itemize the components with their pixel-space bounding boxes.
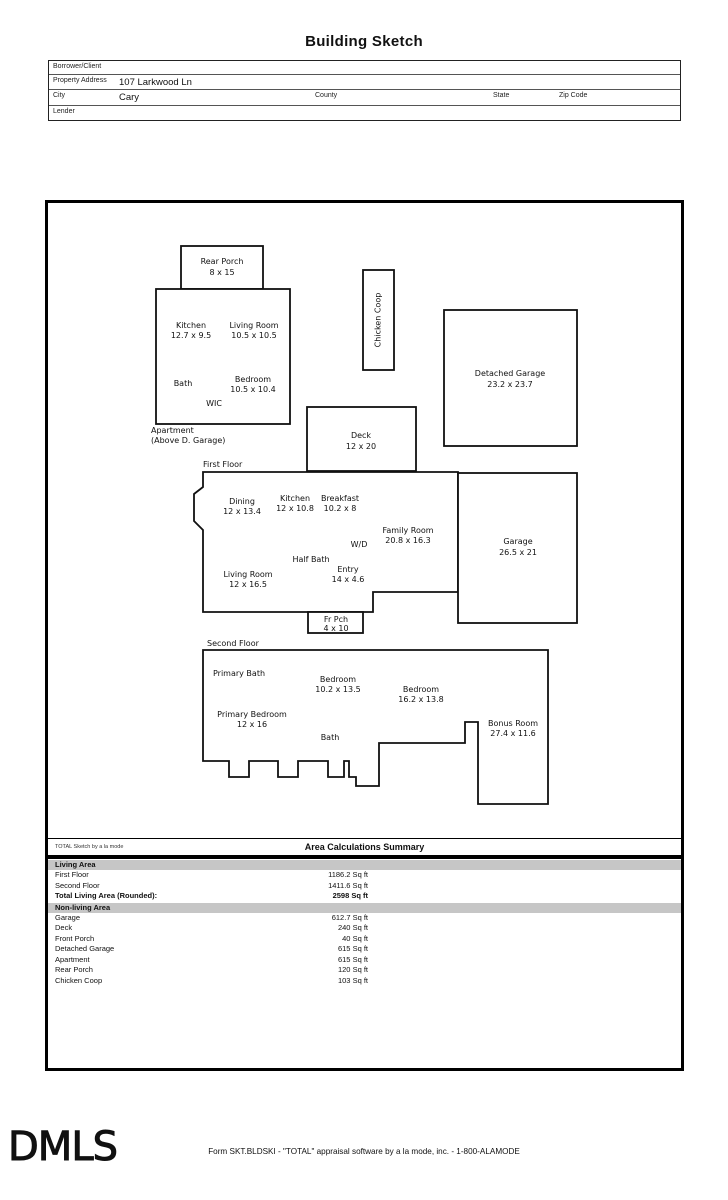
detached-garage-dims: 23.2 x 23.7 <box>487 380 533 389</box>
bath-2-label: Bath <box>320 733 340 742</box>
rear-porch-dims: 8 x 15 <box>209 268 235 277</box>
summary-row <box>48 934 681 945</box>
wd-label: W/D <box>350 540 368 549</box>
row-label: Deck <box>55 923 73 932</box>
family-room-dims: 20.8 x 16.3 <box>385 536 431 545</box>
front-porch-label: Fr Pch <box>323 615 349 624</box>
row-label: Front Porch <box>55 933 95 943</box>
summary-row <box>48 870 681 881</box>
dmls-logo-text: DMLS <box>8 1124 117 1170</box>
form-row-lender <box>49 105 680 120</box>
row-value: 615 Sq ft <box>337 944 368 953</box>
county-label: County <box>315 92 338 99</box>
bedroom-1-dims: 10.2 x 13.5 <box>315 685 361 694</box>
bonus-room-label: Bonus Room <box>487 719 539 728</box>
row-label: Apartment <box>55 954 90 964</box>
city-value: Cary <box>119 92 140 103</box>
header-form <box>48 60 681 121</box>
apt-kitchen-dims: 12.7 x 9.5 <box>170 331 212 340</box>
footer-form-line: Form SKT.BLDSKI - "TOTAL" appraisal software by a la mode, inc. - 1-800-ALAMODE <box>208 1146 520 1156</box>
second-floor-label: Second Floor <box>207 639 259 648</box>
form-row-borrower <box>49 61 680 74</box>
row-label: Total Living Area (Rounded): <box>55 891 158 900</box>
row-label: First Floor <box>55 870 89 879</box>
bedroom-2-dims: 16.2 x 13.8 <box>398 695 444 704</box>
row-value: 2598 Sq ft <box>332 891 368 900</box>
row-label: Rear Porch <box>55 965 93 974</box>
borrower-label: Borrower/Client <box>53 63 102 70</box>
summary-row <box>48 965 681 976</box>
summary-row <box>48 955 681 966</box>
property-address-label: Property Address <box>53 77 107 84</box>
page-title: Building Sketch <box>305 33 423 50</box>
garage-label: Garage <box>503 537 533 546</box>
summary-row <box>48 923 681 934</box>
dining-dims: 12 x 13.4 <box>223 507 261 516</box>
wic-label: WIC <box>206 399 222 408</box>
dining-label: Dining <box>229 497 255 506</box>
sketch-canvas <box>45 200 684 1071</box>
breakfast-dims: 10.2 x 8 <box>323 504 357 513</box>
entry-dims: 14 x 4.6 <box>331 575 365 584</box>
row-label: Second Floor <box>55 880 100 890</box>
chicken-coop-label: Chicken Coop <box>373 292 383 348</box>
apt-bedroom-label: Bedroom <box>234 375 272 384</box>
kitchen-label: Kitchen <box>279 494 311 503</box>
bedroom-1-label: Bedroom <box>319 675 357 684</box>
family-room-label: Family Room <box>382 526 434 535</box>
summary-title: Area Calculations Summary <box>304 842 425 852</box>
living-area-band: Living Area <box>48 860 681 870</box>
front-porch-dims: 4 x 10 <box>323 624 349 633</box>
apartment-outline <box>156 289 290 424</box>
deck-dims: 12 x 20 <box>345 442 377 451</box>
summary-row <box>48 944 681 955</box>
breakfast-label: Breakfast <box>320 494 360 503</box>
first-floor-label: First Floor <box>203 460 243 469</box>
half-bath-label: Half Bath <box>292 555 330 564</box>
apt-bath-label: Bath <box>173 379 193 388</box>
summary-row <box>48 976 681 987</box>
row-label: Chicken Coop <box>55 975 103 985</box>
apartment-caption-2: (Above D. Garage) <box>151 436 226 445</box>
row-value: 612.7 Sq ft <box>331 912 368 922</box>
summary-row <box>48 881 681 892</box>
primary-bath-label: Primary Bath <box>212 669 266 678</box>
area-calculations-summary <box>48 838 681 986</box>
primary-bedroom-label: Primary Bedroom <box>217 710 287 719</box>
summary-row <box>48 913 681 924</box>
living-room-dims: 12 x 16.5 <box>229 580 267 589</box>
row-value: 1411.6 Sq ft <box>328 880 368 890</box>
deck-label: Deck <box>350 431 372 440</box>
entry-label: Entry <box>337 565 359 574</box>
summary-row-total <box>48 891 681 902</box>
lender-label: Lender <box>53 108 75 115</box>
bonus-room-dims: 27.4 x 11.6 <box>490 729 536 738</box>
floor-plan-drawing <box>48 203 681 838</box>
kitchen-dims: 12 x 10.8 <box>276 504 314 513</box>
apartment-caption-1: Apartment <box>151 426 194 435</box>
row-value: 615 Sq ft <box>337 954 368 964</box>
summary-divider-bar <box>48 855 681 859</box>
apt-bedroom-dims: 10.5 x 10.4 <box>230 385 276 394</box>
detached-garage-label: Detached Garage <box>474 369 546 378</box>
primary-bedroom-dims: 12 x 16 <box>236 720 268 729</box>
property-address-value: 107 Larkwood Ln <box>119 77 192 88</box>
non-living-area-band: Non-living Area <box>48 903 681 913</box>
rear-porch-label: Rear Porch <box>200 257 244 266</box>
zip-label: Zip Code <box>559 92 588 99</box>
row-label: Garage <box>55 912 81 922</box>
row-label: Detached Garage <box>55 944 115 953</box>
apt-kitchen-label: Kitchen <box>175 321 207 330</box>
form-row-city <box>49 89 680 105</box>
row-value: 40 Sq ft <box>342 933 368 943</box>
garage-dims: 26.5 x 21 <box>499 548 537 557</box>
row-value: 1186.2 Sq ft <box>328 870 368 879</box>
summary-source-note: TOTAL Sketch by a la mode <box>55 844 124 850</box>
detached-garage-outline <box>444 310 577 446</box>
form-row-address <box>49 74 680 89</box>
apt-living-dims: 10.5 x 10.5 <box>231 331 277 340</box>
apt-living-label: Living Room <box>229 321 279 330</box>
row-value: 103 Sq ft <box>337 975 368 985</box>
summary-header <box>48 839 681 855</box>
city-label: City <box>53 92 66 99</box>
row-value: 120 Sq ft <box>337 965 368 974</box>
row-value: 240 Sq ft <box>337 923 368 932</box>
living-room-label: Living Room <box>223 570 273 579</box>
bedroom-2-label: Bedroom <box>402 685 440 694</box>
state-label: State <box>493 92 510 99</box>
